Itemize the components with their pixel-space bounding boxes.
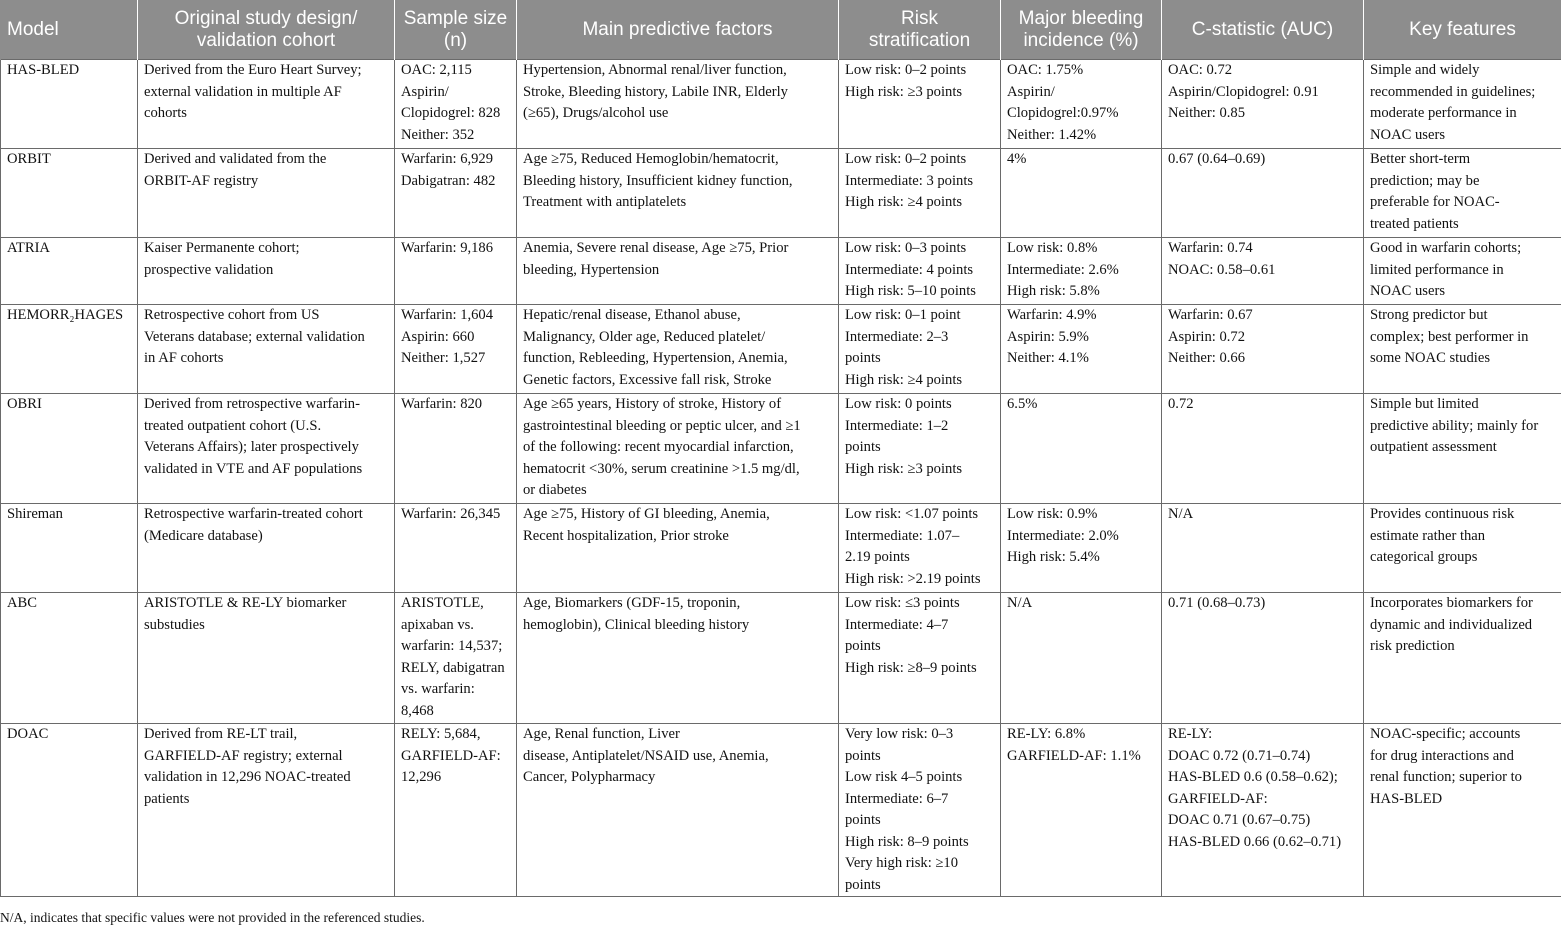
cell-line: bleeding, Hypertension	[523, 261, 660, 278]
cell-bleeding-incidence	[1001, 60, 1162, 149]
header-design	[138, 0, 395, 60]
cell-line: (Medicare database)	[144, 527, 263, 544]
cell-predictive-factors	[517, 238, 839, 305]
cell-line: Derived from RE-LT trail,	[144, 726, 298, 742]
cell-line: complex; best performer in	[1370, 328, 1529, 345]
cell-line: dynamic and individualized	[1370, 616, 1533, 633]
cell-model	[1, 394, 138, 504]
header-line: Model	[7, 18, 59, 40]
header-line: incidence (%)	[1023, 29, 1139, 51]
cell-line: N/A	[1007, 595, 1033, 611]
cell-line: prediction; may be	[1370, 172, 1480, 189]
cell-sample-size	[395, 504, 517, 593]
cell-bleeding-incidence	[1001, 394, 1162, 504]
cell-line: NOAC users	[1370, 283, 1445, 299]
cell-line: Dabigatran: 482	[401, 172, 496, 189]
table-row	[1, 238, 1561, 305]
cell-line: of the following: recent myocardial infarction,	[523, 439, 794, 455]
cell-bleeding-incidence	[1001, 724, 1162, 897]
cell-line: in AF cohorts	[144, 350, 224, 366]
cell-model	[1, 238, 138, 305]
cell-line: Intermediate: 2.0%	[1007, 527, 1119, 544]
cell-line: Intermediate: 1–2	[845, 417, 949, 434]
cell-design	[138, 305, 395, 394]
cell-line: OBRI	[7, 396, 42, 412]
cell-line: HAS-BLED	[1370, 790, 1443, 807]
cell-line: High risk: ≥4 points	[845, 371, 963, 388]
cell-line: validation in 12,296 NOAC-treated	[144, 769, 351, 785]
cell-predictive-factors	[517, 504, 839, 593]
table-row	[1, 305, 1561, 394]
cell-risk-stratification	[839, 593, 1001, 724]
header-c-statistic	[1162, 0, 1364, 60]
cell-line: Warfarin: 6,929	[401, 151, 494, 167]
cell-line: Anemia, Severe renal disease, Age ≥75, Prior	[523, 240, 789, 256]
cell-design	[138, 238, 395, 305]
cell-line: HAS-BLED 0.6 (0.58–0.62);	[1168, 769, 1338, 785]
header-line: Risk	[901, 7, 938, 29]
cell-line: Low risk: 0.9%	[1007, 506, 1098, 522]
cell-line: Age ≥65 years, History of stroke, History of	[523, 396, 782, 412]
cell-line: prospective validation	[144, 261, 274, 278]
cell-line: estimate rather than	[1370, 527, 1486, 544]
cell-model	[1, 305, 138, 394]
cell-line: Age ≥75, History of GI bleeding, Anemia,	[523, 506, 770, 522]
cell-line: Retrospective cohort from US	[144, 307, 320, 323]
cell-sample-size	[395, 149, 517, 238]
cell-line: RE-LY: 6.8%	[1007, 726, 1086, 742]
cell-line: High risk: ≥8–9 points	[845, 659, 977, 676]
cell-line: cohorts	[144, 105, 187, 121]
cell-risk-stratification	[839, 504, 1001, 593]
cell-key-features	[1364, 149, 1561, 238]
cell-line: Very low risk: 0–3	[845, 726, 954, 742]
cell-line: Kaiser Permanente cohort;	[144, 240, 300, 256]
cell-line: Warfarin: 4.9%	[1007, 307, 1097, 323]
cell-line: points	[845, 350, 881, 366]
cell-line: or diabetes	[523, 482, 587, 498]
cell-line: Intermediate: 1.07–	[845, 527, 960, 544]
cell-bleeding-incidence	[1001, 504, 1162, 593]
header-line: Main predictive factors	[582, 18, 773, 40]
cell-line: ARISTOTLE,	[401, 595, 484, 611]
cell-line: High risk: ≥3 points	[845, 83, 963, 100]
cell-line: Recent hospitalization, Prior stroke	[523, 527, 729, 544]
header-key-features	[1364, 0, 1561, 60]
cell-line: Low risk: ≤3 points	[845, 595, 960, 611]
cell-line: 4%	[1007, 151, 1027, 167]
header-sample-size	[395, 0, 517, 60]
cell-line: Low risk: 0–1 point	[845, 307, 961, 323]
cell-predictive-factors	[517, 149, 839, 238]
cell-line: HEMORR₂HAGES	[7, 307, 124, 323]
cell-line: Intermediate: 2–3	[845, 328, 949, 345]
cell-line: Age, Biomarkers (GDF-15, troponin,	[523, 595, 741, 611]
cell-line: NOAC-specific; accounts	[1370, 726, 1521, 742]
cell-line: Good in warfarin cohorts;	[1370, 240, 1522, 256]
cell-line: Neither: 1,527	[401, 350, 486, 366]
table-row	[1, 60, 1561, 149]
cell-line: Intermediate: 6–7	[845, 790, 949, 807]
cell-line: Derived from the Euro Heart Survey;	[144, 62, 362, 78]
cell-model	[1, 724, 138, 897]
cell-line: points	[845, 876, 881, 893]
cell-line: predictive ability; mainly for	[1370, 417, 1539, 434]
cell-bleeding-incidence	[1001, 593, 1162, 724]
cell-line: Low risk: 0–2 points	[845, 62, 967, 78]
cell-line: patients	[144, 790, 190, 807]
cell-line: DOAC	[7, 726, 49, 742]
cell-line: Warfarin: 0.74	[1168, 240, 1253, 256]
cell-line: Intermediate: 2.6%	[1007, 261, 1119, 278]
cell-model	[1, 149, 138, 238]
cell-line: external validation in multiple AF	[144, 83, 342, 100]
cell-line: ABC	[7, 595, 38, 611]
cell-line: disease, Antiplatelet/NSAID use, Anemia,	[523, 747, 769, 764]
cell-predictive-factors	[517, 724, 839, 897]
cell-line: Provides continuous risk	[1370, 506, 1515, 522]
cell-line: Genetic factors, Excessive fall risk, Stroke	[523, 371, 772, 388]
cell-line: High risk: >2.19 points	[845, 570, 981, 587]
cell-risk-stratification	[839, 238, 1001, 305]
cell-sample-size	[395, 394, 517, 504]
cell-line: 8,468	[401, 702, 434, 719]
cell-line: Very high risk: ≥10	[845, 855, 958, 871]
cell-line: treated outpatient cohort (U.S.	[144, 417, 322, 434]
cell-line: apixaban vs.	[401, 616, 474, 633]
cell-line: Shireman	[7, 506, 63, 522]
cell-risk-stratification	[839, 149, 1001, 238]
cell-line: limited performance in	[1370, 261, 1504, 278]
cell-bleeding-incidence	[1001, 305, 1162, 394]
cell-line: recommended in guidelines;	[1370, 83, 1536, 100]
cell-key-features	[1364, 60, 1561, 149]
cell-line: Warfarin: 26,345	[401, 506, 501, 522]
cell-line: 0.72	[1168, 396, 1194, 412]
cell-line: Neither: 352	[401, 126, 475, 143]
cell-line: Warfarin: 1,604	[401, 307, 494, 323]
header-row	[1, 0, 1561, 60]
cell-line: Clopidogrel:0.97%	[1007, 105, 1119, 121]
header-line: stratification	[868, 29, 971, 51]
cell-line: GARFIELD-AF:	[1168, 790, 1268, 807]
cell-line: High risk: 8–9 points	[845, 833, 969, 850]
header-line: (n)	[443, 29, 468, 51]
cell-line: Veterans Affairs); later prospectively	[144, 439, 359, 455]
cell-risk-stratification	[839, 305, 1001, 394]
cell-line: RELY: 5,684,	[401, 726, 481, 742]
cell-predictive-factors	[517, 305, 839, 394]
cell-design	[138, 149, 395, 238]
cell-c-statistic	[1162, 149, 1364, 238]
cell-line: Stroke, Bleeding history, Labile INR, Elderly	[523, 83, 788, 100]
cell-sample-size	[395, 305, 517, 394]
cell-line: OAC: 0.72	[1168, 62, 1233, 78]
cell-line: High risk: 5.8%	[1007, 283, 1100, 299]
cell-line: categorical groups	[1370, 549, 1478, 565]
cell-line: HAS-BLED	[7, 62, 80, 78]
cell-bleeding-incidence	[1001, 238, 1162, 305]
header-line: validation cohort	[196, 29, 336, 51]
cell-line: Strong predictor but	[1370, 307, 1488, 323]
cell-line: Malignancy, Older age, Reduced platelet/	[523, 328, 766, 345]
cell-c-statistic	[1162, 504, 1364, 593]
cell-line: Cancer, Polypharmacy	[523, 769, 656, 785]
cell-predictive-factors	[517, 60, 839, 149]
cell-risk-stratification	[839, 394, 1001, 504]
cell-model	[1, 593, 138, 724]
cell-line: High risk: 5.4%	[1007, 549, 1100, 565]
cell-line: outpatient assessment	[1370, 439, 1497, 455]
cell-line: Low risk: 0–3 points	[845, 240, 967, 256]
cell-sample-size	[395, 60, 517, 149]
cell-line: Aspirin/Clopidogrel: 0.91	[1168, 83, 1319, 100]
cell-bleeding-incidence	[1001, 149, 1162, 238]
cell-line: Neither: 0.66	[1168, 350, 1246, 366]
cell-risk-stratification	[839, 724, 1001, 897]
cell-line: validated in VTE and AF populations	[144, 460, 363, 477]
cell-line: GARFIELD-AF registry; external	[144, 747, 343, 764]
cell-line: OAC: 1.75%	[1007, 62, 1084, 78]
cell-line: Low risk: 0–2 points	[845, 151, 967, 167]
cell-line: warfarin: 14,537;	[401, 638, 503, 654]
cell-line: hematocrit <30%, serum creatinine >1.5 mg/dl,	[523, 460, 800, 477]
cell-line: Aspirin/	[1007, 83, 1055, 100]
cell-line: Treatment with antiplatelets	[523, 194, 687, 210]
cell-line: Intermediate: 4 points	[845, 261, 974, 278]
cell-key-features	[1364, 504, 1561, 593]
cell-line: NOAC users	[1370, 126, 1445, 143]
cell-line: Age ≥75, Reduced Hemoglobin/hematocrit,	[523, 151, 779, 167]
cell-line: renal function; superior to	[1370, 769, 1522, 785]
cell-line: Better short-term	[1370, 151, 1471, 167]
table-row	[1, 724, 1561, 897]
header-line: Major bleeding	[1018, 7, 1144, 29]
cell-risk-stratification	[839, 60, 1001, 149]
cell-sample-size	[395, 724, 517, 897]
cell-line: Incorporates biomarkers for	[1370, 595, 1533, 611]
cell-line: hemoglobin), Clinical bleeding history	[523, 616, 750, 633]
cell-line: (≥65), Drugs/alcohol use	[523, 105, 669, 121]
cell-line: preferable for NOAC-	[1370, 194, 1500, 210]
cell-predictive-factors	[517, 394, 839, 504]
header-model	[1, 0, 138, 60]
cell-predictive-factors	[517, 593, 839, 724]
cell-line: Clopidogrel: 828	[401, 105, 501, 121]
table-body	[1, 60, 1561, 897]
cell-key-features	[1364, 394, 1561, 504]
cell-line: moderate performance in	[1370, 105, 1517, 121]
cell-line: Neither: 1.42%	[1007, 126, 1097, 143]
cell-line: DOAC 0.71 (0.67–0.75)	[1168, 812, 1311, 828]
cell-line: Derived and validated from the	[144, 151, 327, 167]
cell-line: Intermediate: 3 points	[845, 172, 974, 189]
header-predictive-factors	[517, 0, 839, 60]
cell-line: points	[845, 812, 881, 828]
cell-line: Simple and widely	[1370, 62, 1480, 78]
cell-line: Aspirin: 660	[401, 328, 475, 345]
cell-line: RE-LY:	[1168, 726, 1213, 742]
cell-line: 12,296	[401, 769, 442, 785]
cell-line: 0.71 (0.68–0.73)	[1168, 595, 1266, 611]
cell-c-statistic	[1162, 238, 1364, 305]
cell-sample-size	[395, 593, 517, 724]
table-row	[1, 504, 1561, 593]
cell-line: Low risk 4–5 points	[845, 769, 963, 785]
cell-line: ORBIT	[7, 151, 51, 167]
cell-c-statistic	[1162, 394, 1364, 504]
cell-line: treated patients	[1370, 215, 1459, 232]
cell-line: N/A	[1168, 506, 1194, 522]
header-line: Original study design/	[174, 7, 358, 29]
cell-key-features	[1364, 238, 1561, 305]
cell-line: Low risk: <1.07 points	[845, 506, 979, 522]
cell-line: Veterans database; external validation	[144, 328, 365, 345]
header-line: Sample size	[403, 7, 508, 29]
cell-c-statistic	[1162, 305, 1364, 394]
cell-line: Low risk: 0.8%	[1007, 240, 1098, 256]
cell-line: Neither: 0.85	[1168, 105, 1246, 121]
cell-line: ORBIT-AF registry	[144, 172, 259, 189]
cell-line: Retrospective warfarin-treated cohort	[144, 506, 363, 522]
cell-line: 0.67 (0.64–0.69)	[1168, 151, 1266, 167]
cell-line: Hepatic/renal disease, Ethanol abuse,	[523, 307, 741, 323]
cell-line: points	[845, 638, 881, 654]
header-bleeding-incidence	[1001, 0, 1162, 60]
cell-line: function, Rebleeding, Hypertension, Anemia,	[523, 350, 788, 366]
cell-line: 2.19 points	[845, 549, 910, 565]
header-line: C-statistic (AUC)	[1191, 18, 1334, 40]
cell-line: some NOAC studies	[1370, 350, 1490, 366]
cell-line: vs. warfarin:	[401, 681, 475, 697]
cell-line: High risk: ≥3 points	[845, 460, 963, 477]
cell-line: Derived from retrospective warfarin-	[144, 396, 360, 412]
cell-line: ATRIA	[7, 240, 50, 256]
header-line: Key features	[1409, 18, 1516, 40]
cell-design	[138, 593, 395, 724]
cell-line: Warfarin: 820	[401, 396, 483, 412]
cell-key-features	[1364, 724, 1561, 897]
cell-line: GARFIELD-AF:	[401, 747, 501, 764]
cell-line: points	[845, 439, 881, 455]
cell-line: Warfarin: 0.67	[1168, 307, 1253, 323]
cell-line: risk prediction	[1370, 638, 1455, 654]
cell-line: gastrointestinal bleeding or peptic ulcer, and ≥1	[523, 417, 801, 434]
cell-line: Aspirin: 5.9%	[1007, 328, 1089, 345]
cell-line: Warfarin: 9,186	[401, 240, 494, 256]
cell-line: Hypertension, Abnormal renal/liver function,	[523, 62, 787, 78]
cell-line: substudies	[144, 616, 205, 633]
cell-model	[1, 60, 138, 149]
header-risk-stratification	[839, 0, 1001, 60]
cell-line: points	[845, 747, 881, 764]
cell-sample-size	[395, 238, 517, 305]
cell-line: NOAC: 0.58–0.61	[1168, 261, 1276, 278]
cell-line: Aspirin: 0.72	[1168, 328, 1246, 345]
cell-c-statistic	[1162, 724, 1364, 897]
cell-c-statistic	[1162, 60, 1364, 149]
cell-c-statistic	[1162, 593, 1364, 724]
cell-line: ARISTOTLE & RE-LY biomarker	[144, 595, 347, 611]
cell-line: Bleeding history, Insufficient kidney function,	[523, 172, 793, 189]
cell-line: Simple but limited	[1370, 396, 1479, 412]
cell-line: 6.5%	[1007, 396, 1038, 412]
footnote: N/A, indicates that specific values were not provided in the referenced studies.	[0, 910, 425, 925]
cell-line: Neither: 4.1%	[1007, 350, 1089, 366]
cell-design	[138, 394, 395, 504]
cell-line: High risk: 5–10 points	[845, 283, 976, 299]
cell-line: DOAC 0.72 (0.71–0.74)	[1168, 747, 1311, 764]
cell-line: High risk: ≥4 points	[845, 194, 963, 210]
cell-line: OAC: 2,115	[401, 62, 472, 78]
table-row	[1, 149, 1561, 238]
cell-design	[138, 60, 395, 149]
cell-design	[138, 724, 395, 897]
cell-key-features	[1364, 305, 1561, 394]
cell-line: Intermediate: 4–7	[845, 616, 949, 633]
cell-line: HAS-BLED 0.66 (0.62–0.71)	[1168, 833, 1342, 850]
cell-line: GARFIELD-AF: 1.1%	[1007, 747, 1141, 764]
table-row	[1, 394, 1561, 504]
table-row	[1, 593, 1561, 724]
cell-line: Age, Renal function, Liver	[523, 726, 680, 742]
cell-line: Low risk: 0 points	[845, 396, 952, 412]
cell-line: for drug interactions and	[1370, 747, 1514, 764]
cell-model	[1, 504, 138, 593]
cell-key-features	[1364, 593, 1561, 724]
cell-design	[138, 504, 395, 593]
cell-line: Aspirin/	[401, 83, 449, 100]
cell-line: RELY, dabigatran	[401, 659, 505, 676]
